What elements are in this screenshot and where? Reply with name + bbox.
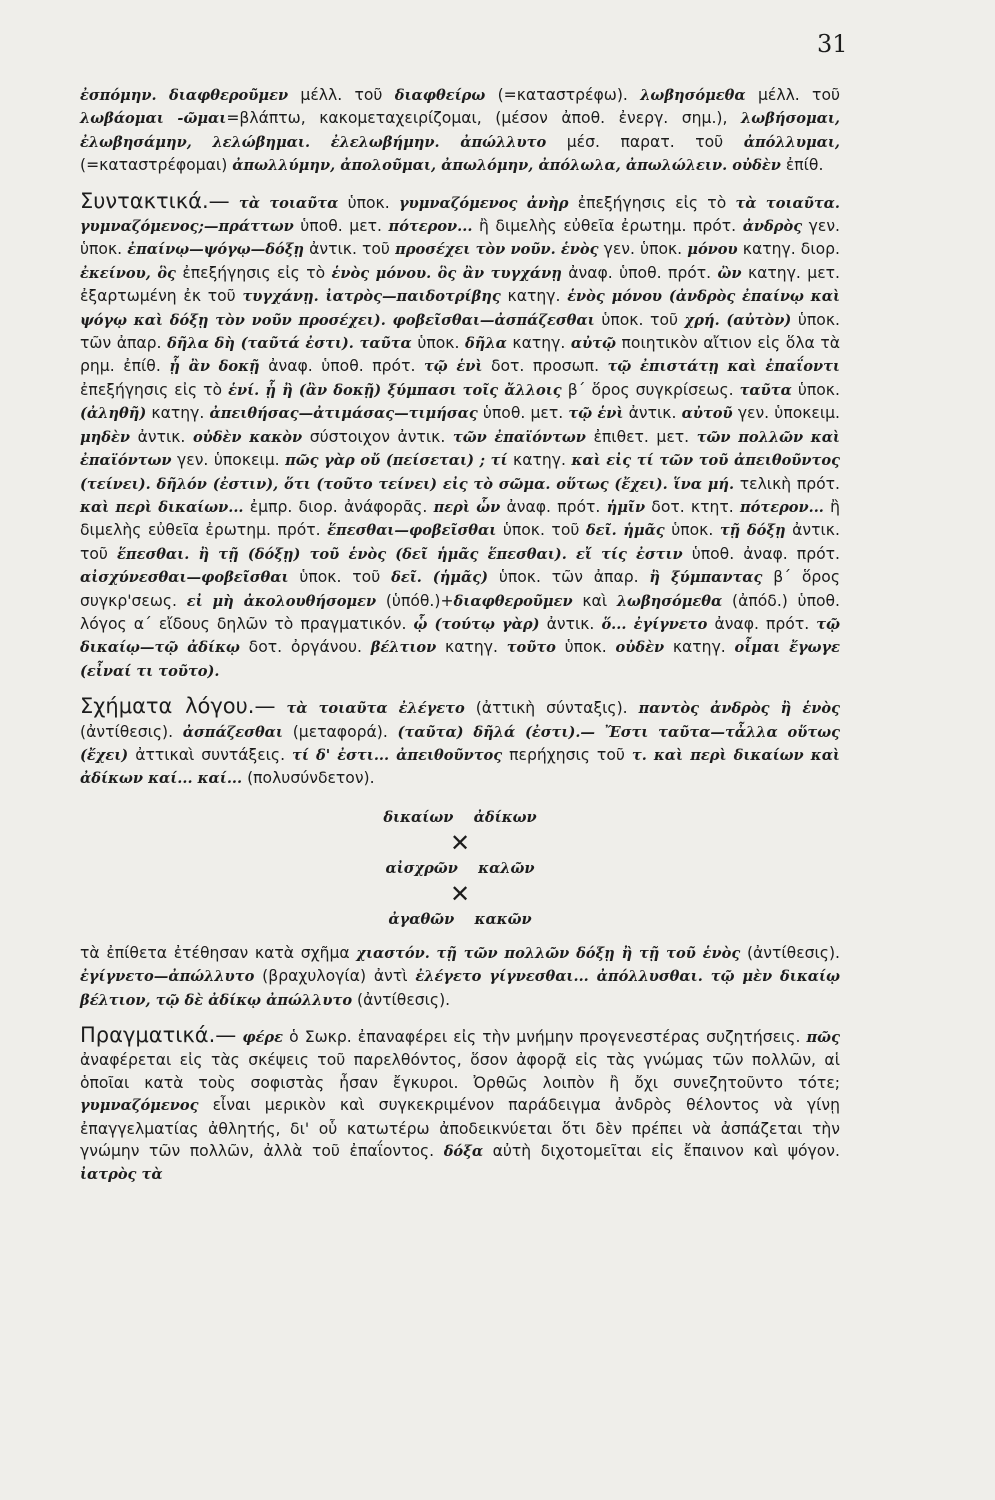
text-run: μόνου [687,241,738,259]
text-run: χρή. (αὐτὸν) [684,311,792,329]
text-run: γεν. ὑποκ. [80,217,840,259]
text-run: τῷ ἑνὶ [423,358,483,376]
text-run: β΄ ὅρος συγκρ'σεως. [80,568,840,610]
text-run: μέσ. παρατ. τοῦ [566,132,724,151]
text-run: ἀττικαὶ συντάξεις. [135,745,286,764]
text-run: (πολυσύνδετον). [247,769,375,788]
text-run: ὑποκ. τῶν ἀπαρ. [498,568,639,587]
text-run: κατηγ. [507,287,561,306]
text-run: ἀναφέρεται εἰς τὰς σκέψεις τοῦ παρελθόντος, ὅσον ἀφορᾷ εἰς τὰς γνώμας τῶν πολλῶν, αἱ ὁποῖαι κατὰ τοὺς σοφιστὰς ἦσαν ἔγκυροι. Ὀρθῶς λοιπὸν ἢ ὄχι συνεζητοῦντο τότε; [80,1051,840,1092]
text-run: ὑποθ. μετ. [482,404,564,423]
text-run: ἀνδρὸς [742,218,803,236]
text-run: τὰ ἐπίθετα ἐτέθησαν κατὰ σχῆμα [80,943,350,962]
diagram-line-1: δικαίων ἀδίκων [383,808,537,826]
text-run: τί δ' ἐστι... ἀπειθοῦντος [292,746,503,764]
text-run: ἀντικ. τοῦ [80,521,840,563]
text-run: (ἀντίθεσις). [80,722,174,741]
text-run: (ἀληθῆ) [80,405,147,423]
text-run: τὰ τοιαῦτα [238,194,339,212]
text-run: ἀπωλλύμην, ἀπολοῦμαι, ἀπωλόμην, ἀπόλωλα, ἀπωλώλειν. οὐδὲν [232,157,781,175]
text-run: (ἀντίθεσις). [746,943,840,962]
text-run: ἐγίγνετο—ἀπώλλυτο [80,968,255,986]
text-run: ὑποκ. τοῦ [502,521,580,540]
text-run: κατηγ. μετ. ἐξαρτωμένη ἐκ τοῦ [80,263,840,306]
text-run: λωβήσομαι, ἐλωβησάμην, λελώβημαι. ἐλελωβήμην. ἀπώλλυτο [80,110,840,151]
text-run: κατηγ. [151,404,205,423]
text-run: φέρε [242,1029,283,1046]
text-run: δῆλα [465,335,507,353]
text-run: ἕπεσθαι—φοβεῖσθαι [327,522,497,540]
text-run: δεῖ. (ἡμᾶς) [391,569,489,587]
text-run: τῶν ἐπαϊόντων [452,428,586,446]
text-run: ὑποκ. τοῦ [601,310,679,329]
text-run: δοτ. ὀργάνου. [248,638,362,657]
text-run: τὰ τοιαῦτα ἐλέγετο [286,700,465,718]
text-run: ταῦτα [739,381,792,399]
text-run: τελικὴ πρότ. [739,474,840,493]
text-run: διαφθεροῦμεν [453,592,573,610]
text-run: β΄ ὅρος συγκρίσεως. [567,380,734,399]
text-run: τὰ τοιαῦτα. γυμναζόμενος;—πράττων [80,194,840,236]
text-run: λωβησόμεθα [640,87,746,104]
text-run: γεν. ὑποκ. [603,240,683,259]
text-run: τῷ ἑνὶ [568,405,624,423]
section-heading-pragmatics: Πραγματικά.— [80,1023,237,1047]
cross-icon: ✕ [449,879,471,908]
text-run: κατηγ. [512,334,566,353]
text-run: (ἀπόδ.) ὑποθ. λόγος α΄ εἴδους δηλῶν τὸ πραγματικόν. [80,591,841,633]
text-run: καὶ περὶ δικαίων... [80,498,244,516]
text-run: (=καταστρέφω). [497,86,628,104]
text-run: ὑποκ. τῶν ἀπαρ. [80,310,840,353]
text-run: ᾗ ἂν δοκῇ [169,358,260,376]
text-run: οὐδὲν κακὸν [192,428,303,446]
text-run: πῶς [806,1029,840,1046]
cross-icon: ✕ [449,828,471,857]
text-run: ὑποθ. ἀναφ. πρότ. [691,544,840,563]
text-run: μέλλ. τοῦ [300,86,383,104]
text-run: ἀπειθήσας—ἀτιμάσας—τιμήσας [209,405,478,423]
text-run: (βραχυλογία) ἀντὶ [262,967,408,986]
text-run: εἶναι μερικὸν καὶ συγκεκριμένον παράδειγμα ἀνδρὸς θέλοντος νὰ γίνῃ ἐπαγγελματίας ἀθλητής, δι' οὗ κατωτέρω ἀποδεικνύεται ὅτι δὲν πρέπει νὰ ἀσπάζεται τὴν γνώμην τῶν πολλῶν, ἀλλὰ τοῦ ἐπαΐοντος. [80,1096,840,1161]
text-run: (μεταφορά). [292,722,388,741]
text-run: ἐπεξήγησις εἰς τὸ [80,380,223,399]
text-run: ἢ διμελὴς εὐθεῖα ἐρωτημ. πρότ. [80,497,840,540]
text-run: τῶν πολλῶν καὶ ἐπαϊόντων [80,428,840,470]
text-run: αὐτὴ διχοτομεῖται εἰς ἔπαινον καὶ ψόγον. [492,1142,840,1161]
text-run: ἀπόλλυμαι, [743,133,841,151]
text-run: ὑποθ. μετ. [300,217,382,236]
text-run: κατηγ. [672,638,726,657]
text-run: αὐτοῦ [681,405,733,423]
text-run: προσέχει τὸν νοῦν. ἑνὸς [395,241,599,259]
text-run: (ἀττικὴ σύνταξις). [475,699,628,718]
section-figures-of-speech [80,695,840,791]
text-run: ἐπεξήγησις εἰς τὸ [182,263,326,282]
text-run: ἑνὸς μόνου (ἀνδρὸς ἐπαίνῳ καὶ ψόγῳ καὶ δόξῃ τὸν νοῦν προσέχει). φοβεῖσθαι—ἀσπάζεσθαι [80,288,841,329]
text-run: ἀντικ. [628,404,677,423]
text-run: λωβάομαι -ῶμαι [80,110,227,128]
text-run: καὶ [582,591,608,610]
text-run: ὑποκ. [797,380,840,399]
text-run: μέλλ. τοῦ [757,86,841,104]
text-run: (ἀντίθεσις). [357,990,451,1009]
text-run: ἐπίθ. [785,156,824,175]
text-run: ἀναφ. πρότ. [714,614,810,633]
section-heading-syntax: Συντακτικά.— [80,188,230,213]
text-run: πότερον... [739,498,824,516]
text-run: κατηγ. [445,638,498,657]
paragraph-chiasmus [80,942,840,1012]
text-run: ἀναφ. πρότ. [506,497,601,516]
text-run: =βλάπτω, κακομεταχειρίζομαι, (μέσον ἀποθ. ἐνεργ. σημ.), [226,109,728,128]
text-run: περὶ ὧν [433,498,501,516]
text-run: ᾧ (τούτῳ γὰρ) [413,615,540,633]
text-run: ὁ Σωκρ. ἐπαναφέρει εἰς τὴν μνήμην προγενεστέρας συζητήσεις. [289,1028,801,1046]
text-run: ἀντικ. τοῦ [309,240,390,259]
text-run: ἑνί. ᾗ ἢ (ἂν δοκῇ) ξύμπασι τοῖς ἄλλοις [228,381,562,399]
text-run: ἀναφ. ὑποθ. πρότ. [268,357,416,376]
text-run: χιαστόν. τῇ τῶν πολλῶν δόξῃ ἢ τῇ τοῦ ἑνὸς [356,944,741,962]
text-run: (=καταστρέφομαι) [80,156,228,175]
paragraph-future-forms [80,84,840,178]
text-run: ἐσπόμην. διαφθεροῦμεν [80,87,289,104]
text-run: ὅ... ἐγίγνετο [601,615,708,633]
diagram-line-2: αἰσχρῶν καλῶν [385,859,535,877]
text-run: τυγχάνῃ. ἰατρὸς—παιδοτρίβης [242,288,501,306]
text-run: κατηγ. [513,451,566,470]
text-run: ὢν [717,264,742,282]
text-run: ἐμπρ. διορ. ἀνάφορᾶς. [249,497,428,516]
text-run: ἀναφ. ὑποθ. πρότ. [568,263,712,282]
text-run: τῷ ἐπιστάτῃ καὶ ἐπαΐοντι [607,358,840,376]
text-run: τῇ δόξῃ [719,522,786,540]
section-pragmatics [80,1024,840,1187]
text-run: περήχησις τοῦ [509,745,625,764]
diagram-line-3: ἀγαθῶν κακῶν [388,910,532,928]
text-run: ἐλέγετο γίγνεσθαι... ἀπόλλυσθαι. τῷ μὲν δικαίῳ βέλτιον, τῷ δὲ ἀδίκῳ ἀπώλλυτο [80,968,840,1009]
text-run: οἶμαι ἔγωγε (εἶναί τι τοῦτο). [80,639,841,680]
text-run: ὑποκ. τοῦ [299,568,381,587]
text-run: δεῖ. ἡμᾶς [585,522,665,540]
text-run: δόξα [443,1143,484,1161]
text-run: ἢ ξύμπαντας [649,569,763,587]
text-run: ὑποκ. [417,334,460,353]
text-run: κατηγ. διορ. [742,240,841,259]
text-run: ἀντικ. [137,427,186,446]
text-run: διαφθείρω [394,87,486,104]
text-run: ἐπεξήγησις εἰς τὸ [577,193,727,212]
text-run: τ. καὶ περὶ δικαίων καὶ ἀδίκων καί... καί... [80,746,840,788]
text-run: ἢ διμελὴς εὐθεῖα ἐρωτημ. πρότ. [478,217,737,236]
text-run: λωβησόμεθα [616,592,723,610]
text-run: γεν. ὑποκειμ. [177,451,280,470]
text-run: (ὑπόθ.)+ [385,591,454,610]
text-run: ἐπιθετ. μετ. [593,427,690,446]
text-run: ἕπεσθαι. ἢ τῇ (δόξῃ) τοῦ ἑνὸς (δεῖ ἡμᾶς ἕπεσθαι). εἴ τίς ἐστιν [117,545,683,563]
text-run: ἀντικ. [546,614,595,633]
text-run: οὐδὲν [615,639,665,657]
text-run: παντὸς ἀνδρὸς ἢ ἑνὸς [638,700,840,718]
section-heading-figures: Σχήματα λόγου.— [80,694,276,719]
text-run: σύστοιχον ἀντικ. [309,427,446,446]
text-run: πότερον... [388,218,473,236]
text-run: ὑποκ. [347,193,390,212]
text-run: γυμναζόμενος [80,1097,199,1115]
text-run: Ἔστι ταῦτα—τἆλλα οὕτως (ἔχει) [80,723,840,764]
chiasmus-diagram [80,805,840,932]
text-run: καὶ εἰς τί τῶν τοῦ ἀπειθοῦντος (τείνει). δῆλόν (ἐστιν), ὅτι (τοῦτο τείνει) εἰς τὸ σῶμα. οὕτως (ἔχει). ἵνα μή. [80,452,840,493]
text-run: (ταῦτα) δῆλά (ἐστι).— [397,723,596,741]
text-run: γεν. ὑποκειμ. [737,404,841,423]
page-number: 31 [817,30,848,58]
text-run: γυμναζόμενος ἀνὴρ [398,194,569,212]
text-run: τῷ δικαίῳ—τῷ ἀδίκῳ [80,615,840,657]
text-run: ἐπαίνῳ—ψόγῳ—δόξῃ [127,241,304,259]
page-body [80,84,840,1187]
text-run: ἐκείνου, ὃς [80,264,176,282]
text-run: ὑποκ. [564,638,607,657]
text-run: μηδὲν [80,428,131,446]
text-run: αἰσχύνεσθαι—φοβεῖσθαι [80,569,289,587]
text-run: ἰατρὸς τὰ [80,1166,163,1184]
text-run: πῶς γὰρ οὔ (πείσεται) ; τί [285,452,508,470]
text-run: ἀσπάζεσθαι [182,723,283,741]
text-run: δοτ. προσωπ. [490,357,600,376]
text-run: ἡμῖν [606,498,646,516]
text-run: ἑνὸς μόνου. ὃς ἂν τυγχάνῃ [331,264,562,282]
text-run: ὑποκ. [671,521,714,540]
section-syntax [80,190,840,684]
text-run: αὐτῷ [570,335,616,353]
text-run: εἰ μὴ ἀκολουθήσομεν [186,592,377,610]
text-run: δῆλα δὴ (ταῦτά ἐστι). ταῦτα [167,335,412,353]
text-run: δοτ. κτητ. [651,497,734,516]
text-run: τοῦτο [506,639,556,657]
text-run: ποιητικὸν αἴτιον εἰς ὅλα τὰ ρημ. ἐπίθ. [80,334,840,376]
text-run: βέλτιον [370,639,437,657]
